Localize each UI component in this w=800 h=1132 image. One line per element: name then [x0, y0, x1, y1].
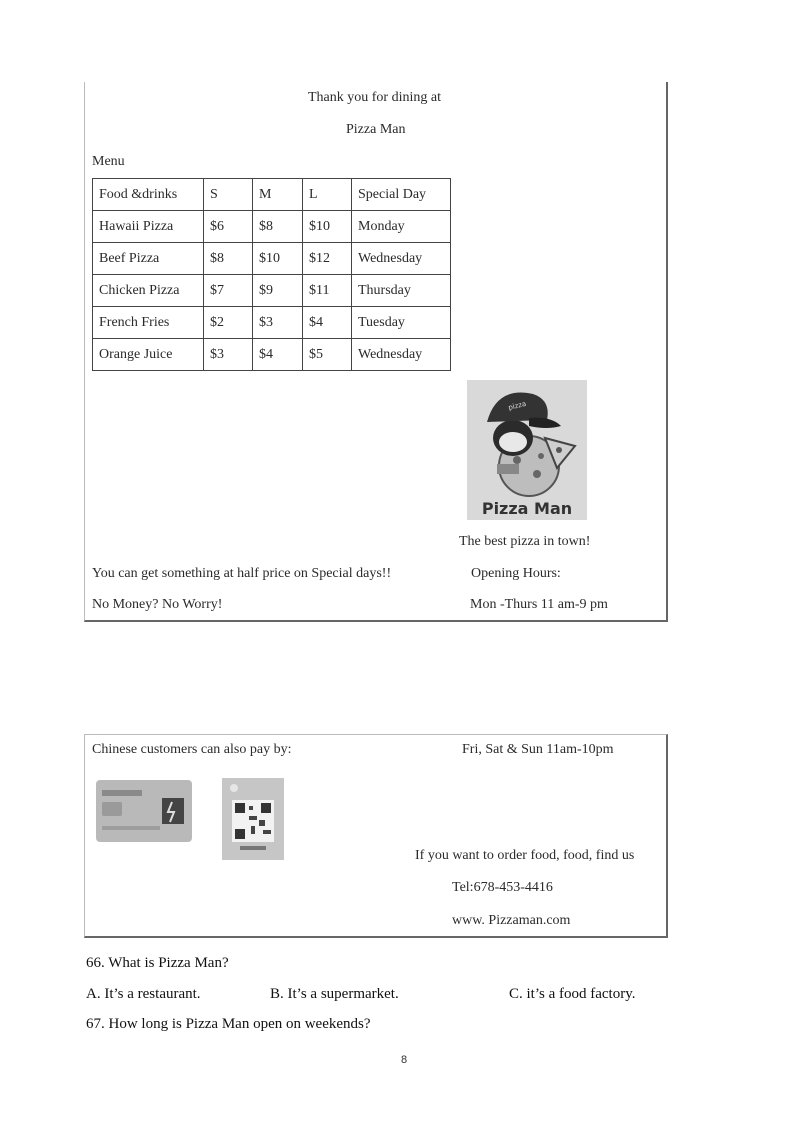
- table-cell: $12: [303, 243, 352, 275]
- table-row: [93, 339, 451, 371]
- half-price-note: You can get something at half price on Special days!!: [92, 566, 392, 581]
- table-row: [93, 211, 451, 243]
- menu-label: Menu: [92, 154, 125, 169]
- cap-logo-text: pizza: [507, 399, 527, 412]
- answer-66-b: B. It’s a supermarket.: [270, 986, 399, 1002]
- answer-66-c: C. it’s a food factory.: [509, 986, 636, 1002]
- logo-text: Pizza Man: [481, 499, 573, 518]
- table-cell: $8: [204, 243, 253, 275]
- table-cell: Tuesday: [352, 307, 451, 339]
- header-cell: L: [303, 179, 352, 211]
- order-note: If you want to order food, food, find us: [415, 848, 635, 863]
- table-cell: $11: [303, 275, 352, 307]
- weekday-hours: Mon -Thurs 11 am-9 pm: [470, 597, 608, 612]
- header-cell: Special Day: [352, 179, 451, 211]
- table-row: [93, 243, 451, 275]
- page-number: 8: [401, 1054, 408, 1066]
- weekend-hours: Fri, Sat & Sun 11am-10pm: [462, 742, 614, 757]
- thank-you-line: Thank you for dining at: [308, 90, 441, 105]
- table-cell: Wednesday: [352, 243, 451, 275]
- chinese-customers-note: Chinese customers can also pay by:: [92, 742, 292, 757]
- table-cell: $3: [253, 307, 303, 339]
- table-cell: Wednesday: [352, 339, 451, 371]
- question-66: 66. What is Pizza Man?: [86, 955, 229, 971]
- table-cell: $2: [204, 307, 253, 339]
- table-cell: Beef Pizza: [93, 243, 204, 275]
- no-money-note: No Money? No Worry!: [92, 597, 223, 612]
- opening-hours-label: Opening Hours:: [471, 566, 561, 581]
- table-row: [93, 275, 451, 307]
- table-cell: $3: [204, 339, 253, 371]
- table-cell: Chicken Pizza: [93, 275, 204, 307]
- table-cell: $9: [253, 275, 303, 307]
- header-cell: Food &drinks: [93, 179, 204, 211]
- table-cell: $10: [253, 243, 303, 275]
- table-cell: $5: [303, 339, 352, 371]
- table-cell: $6: [204, 211, 253, 243]
- header-cell: M: [253, 179, 303, 211]
- table-cell: $10: [303, 211, 352, 243]
- slogan: The best pizza in town!: [459, 534, 591, 549]
- header-cell: S: [204, 179, 253, 211]
- table-cell: $8: [253, 211, 303, 243]
- qr-code-icon: [222, 778, 284, 860]
- answer-66-a: A. It’s a restaurant.: [86, 986, 201, 1002]
- website: www. Pizzaman.com: [452, 913, 571, 928]
- question-67: 67. How long is Pizza Man open on weekends?: [86, 1016, 371, 1032]
- table-cell: Hawaii Pizza: [93, 211, 204, 243]
- menu-table: [92, 178, 451, 371]
- telephone: Tel:678-453-4416: [452, 880, 553, 895]
- table-cell: Orange Juice: [93, 339, 204, 371]
- table-cell: Thursday: [352, 275, 451, 307]
- bank-card-icon: [96, 780, 192, 842]
- restaurant-name: Pizza Man: [346, 122, 406, 137]
- table-cell: $4: [253, 339, 303, 371]
- pizza-man-logo: [467, 380, 587, 520]
- menu-table-header: [93, 179, 451, 211]
- table-row: [93, 307, 451, 339]
- table-cell: $4: [303, 307, 352, 339]
- table-cell: Monday: [352, 211, 451, 243]
- pizza-mascot-icon: [467, 380, 587, 498]
- table-cell: $7: [204, 275, 253, 307]
- table-cell: French Fries: [93, 307, 204, 339]
